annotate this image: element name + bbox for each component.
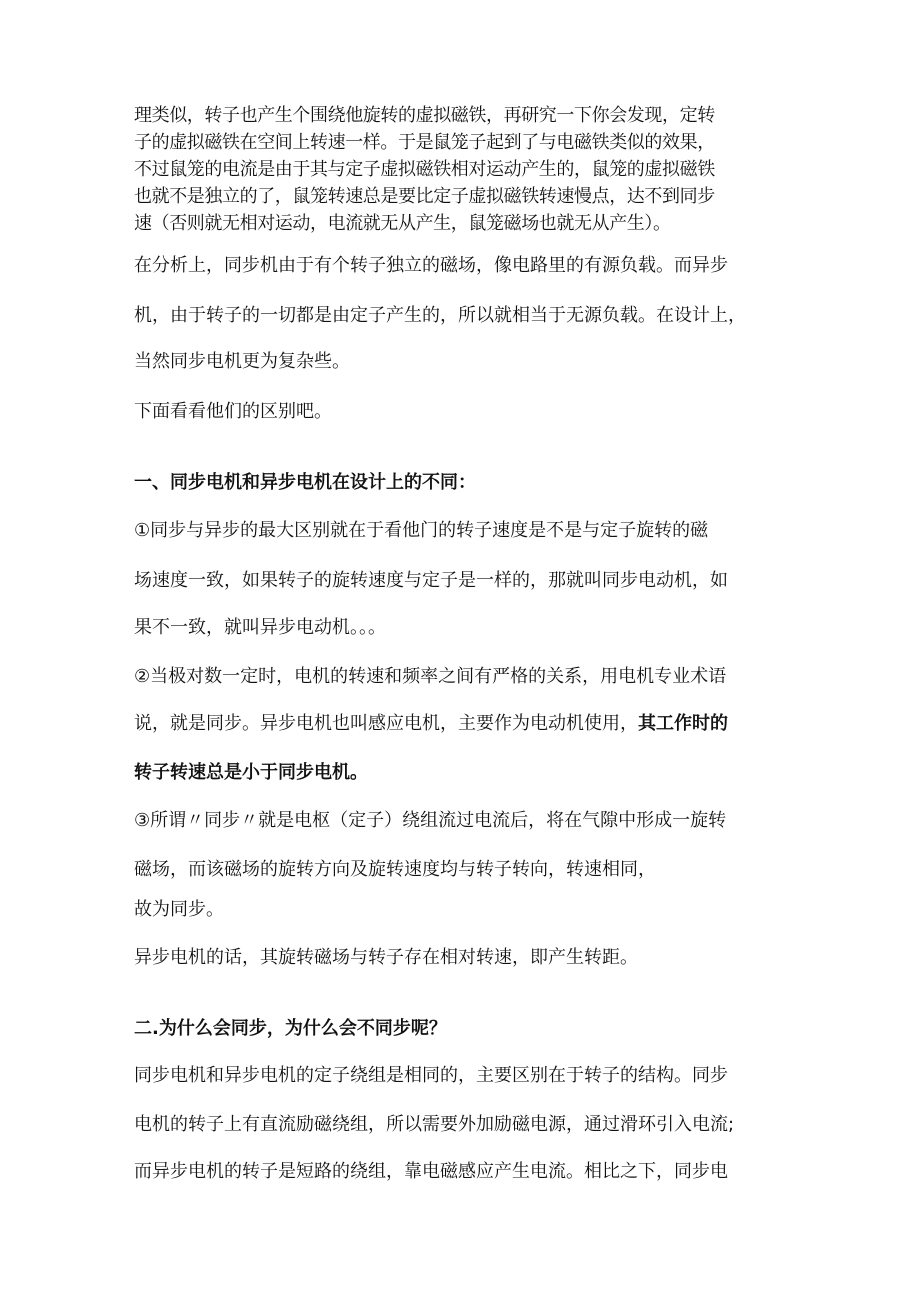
bold-text-span: 其工作时的 [638, 713, 728, 734]
text-line: 同步电机和异步电机的定子绕组是相同的，主要区别在于转子的结构。同步 [134, 1065, 728, 1086]
text-line: ②当极对数一定时，电机的转速和频率之间有严格的关系，用电机专业术语 [134, 666, 727, 687]
section-heading: 一、同步电机和异步电机在设计上的不同： [134, 472, 476, 493]
text-line: 在分析上，同步机由于有个转子独立的磁场，像电路里的有源负载。而异步 [134, 255, 728, 276]
text-line: 而异步电机的转子是短路的绕组，靠电磁感应产生电流。相比之下，同步电 [134, 1161, 728, 1182]
text-line: 场速度一致，如果转子的旋转速度与定子是一样的，那就叫同步电动机，如 [134, 570, 728, 591]
text-line [134, 712, 728, 736]
text-line: ①同步与异步的最大区别就在于看他门的转子速度是不是与定子旋转的磁 [134, 520, 709, 541]
text-line: 电机的转子上有直流励磁绕组，所以需要外加励磁电源，通过滑环引入电流; [134, 1114, 735, 1135]
text-line: 下面看看他们的区别吧。 [134, 401, 332, 422]
text-line: 速（否则就无相对运动，电流就无从产生，鼠笼磁场也就无从产生）。 [134, 213, 671, 234]
text-line: ③所谓〃同步〃就是电枢（定子）绕组流过电流后，将在气隙中形成一旋转 [134, 810, 727, 831]
text-line: 故为同步。 [134, 899, 224, 920]
text-span: 说，就是同步。异步电机也叫感应电机，主要作为电动机使用， [134, 713, 638, 734]
text-line: 果不一致，就叫异步电动机。。。 [134, 617, 386, 638]
text-line: 机，由于转子的一切都是由定子产生的，所以就相当于无源负载。在设计上， [134, 305, 746, 326]
text-line: 也就不是独立的了，鼠笼转速总是要比定子虚拟磁铁转速慢点，达不到同步 [134, 186, 715, 207]
text-line: 异步电机的话，其旋转磁场与转子存在相对转速，即产生转距。 [134, 947, 638, 968]
section-heading: 二.为什么会同步，为什么会不同步呢？ [134, 1018, 447, 1039]
text-line: 磁场，而该磁场的旋转方向及旋转速度均与转子转向，转速相同， [134, 859, 656, 880]
text-line: 不过鼠笼的电流是由于其与定子虚拟磁铁相对运动产生的，鼠笼的虚拟磁铁 [134, 159, 715, 180]
text-line: 当然同步电机更为复杂些。 [134, 351, 350, 372]
text-line: 子的虚拟磁铁在空间上转速一样。于是鼠笼子起到了与电磁铁类似的效果， [134, 132, 715, 153]
text-line: 理类似，转子也产生个围绕他旋转的虚拟磁铁，再研究一下你会发现，定转 [134, 105, 715, 126]
bold-text-line: 转子转速总是小于同步电机。 [134, 762, 368, 783]
